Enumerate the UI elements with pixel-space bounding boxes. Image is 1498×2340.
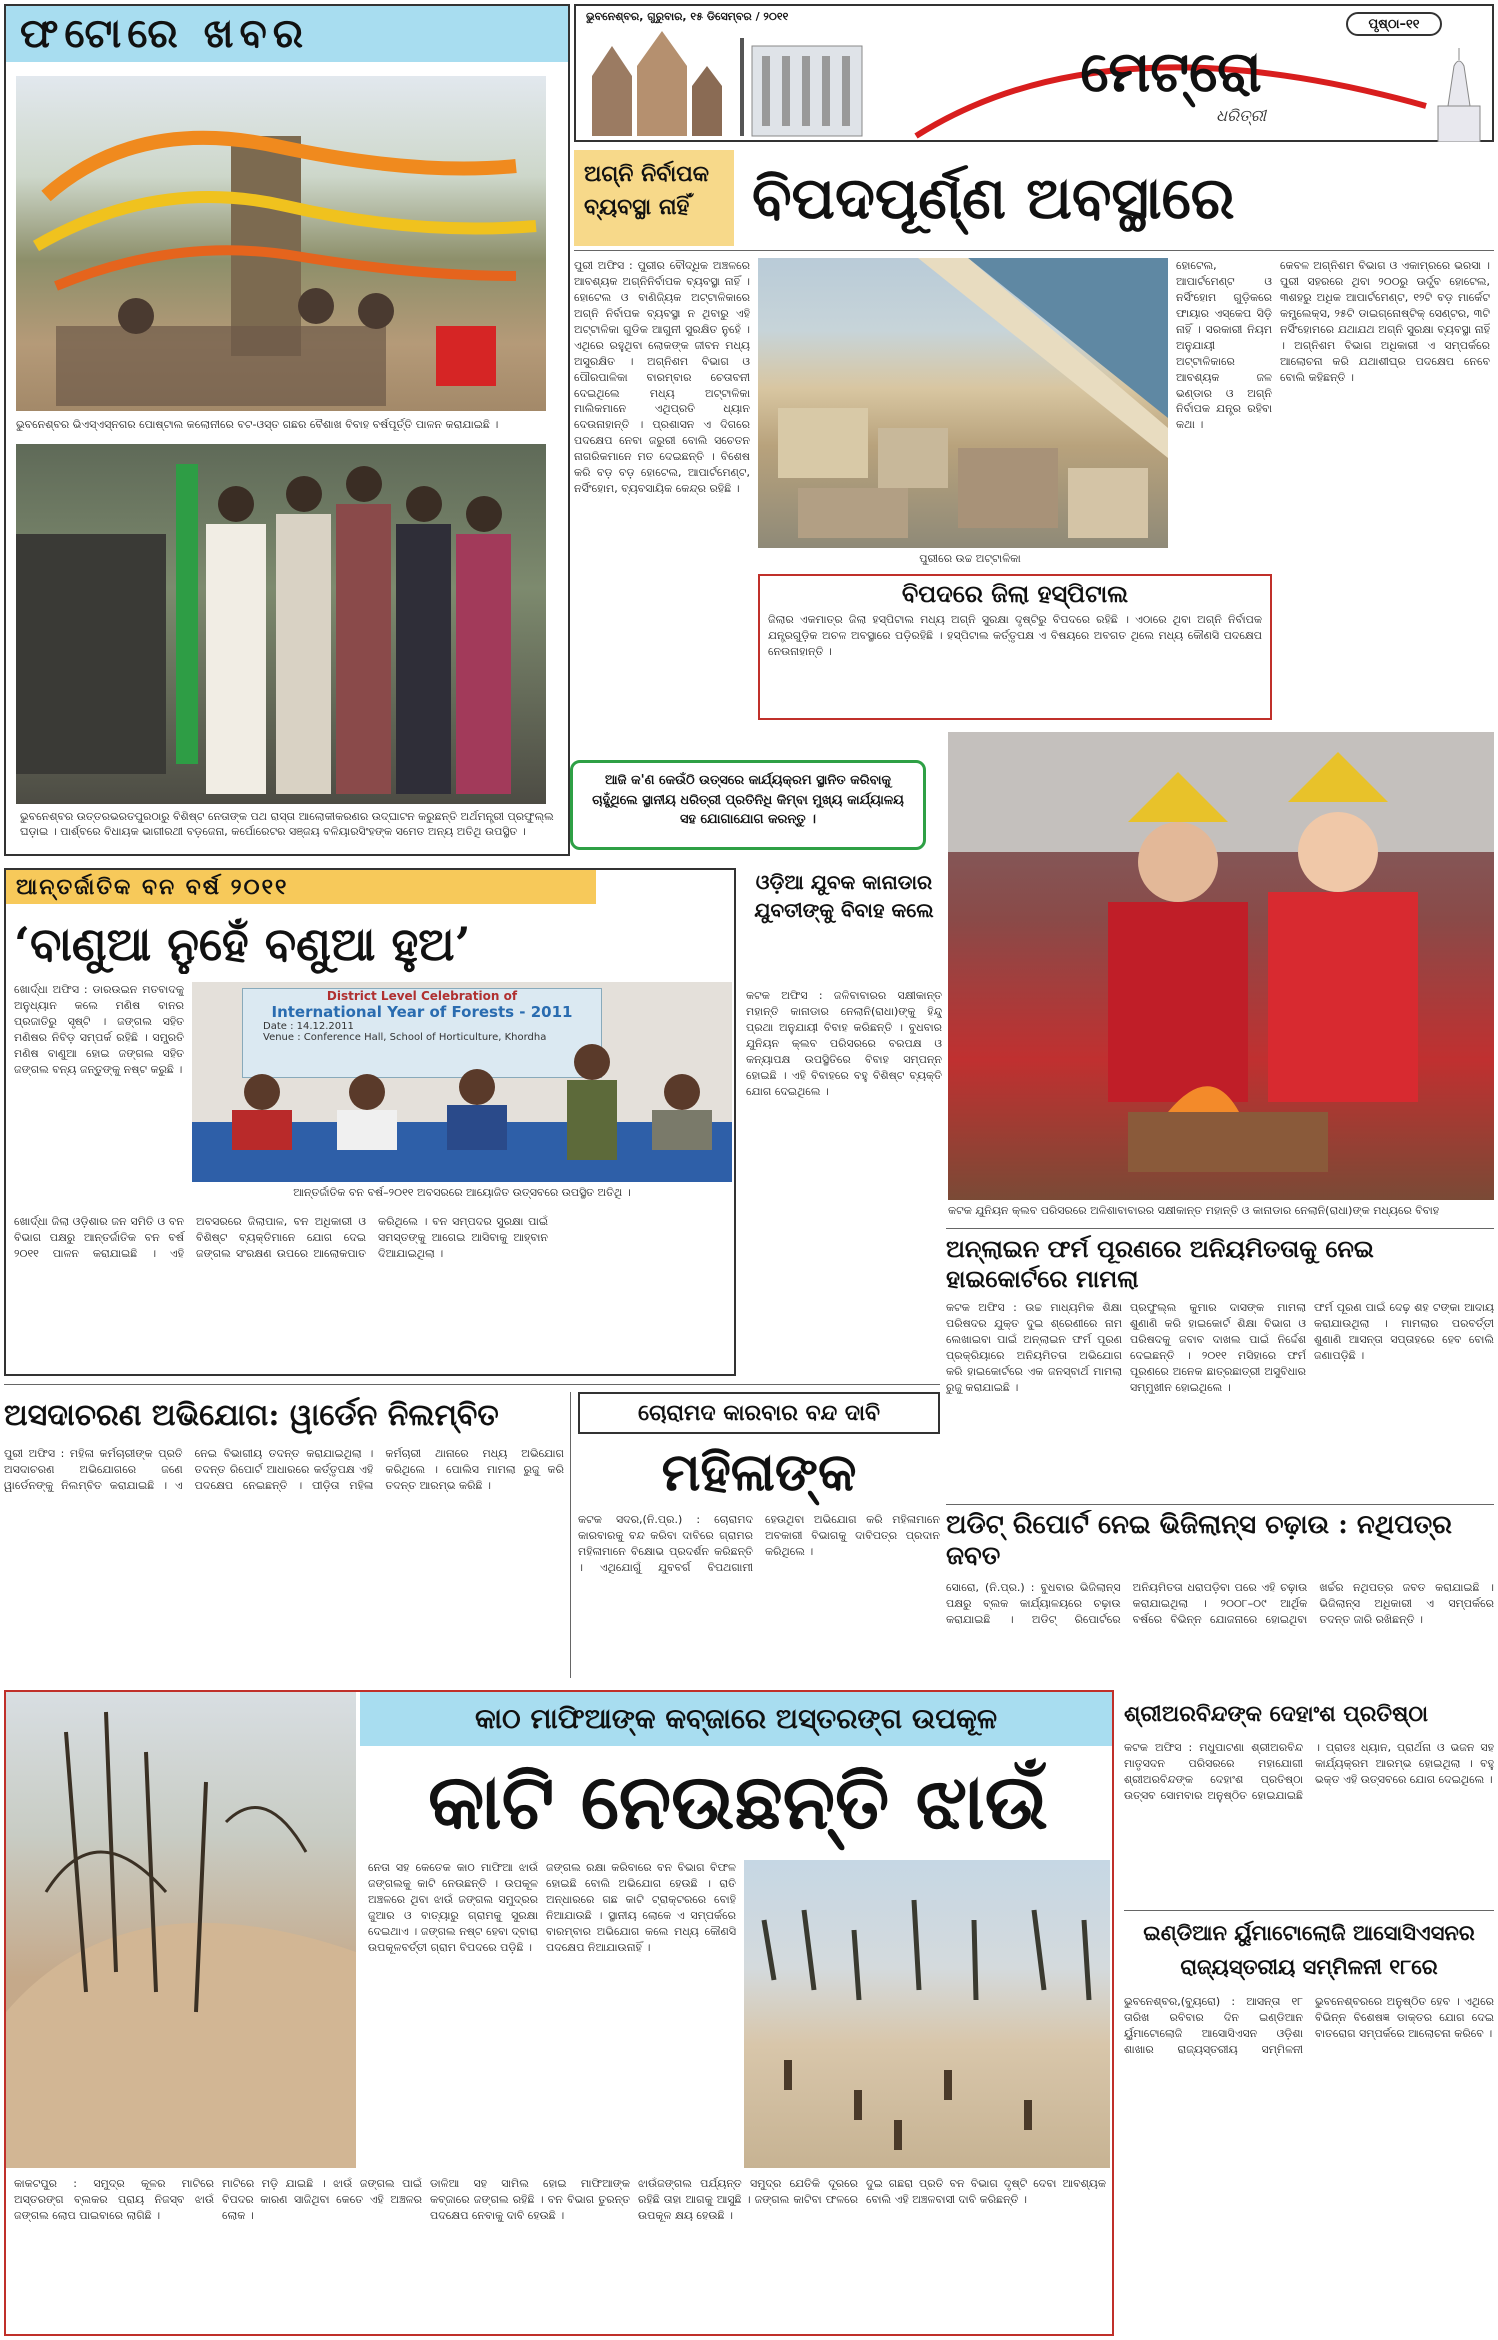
photo-inauguration — [16, 444, 546, 804]
forest-cut-bottom-5: ଦୁଇ ଗଛରା ପ୍ରତି ବନ ବିଭାଗ ଦୃଷ୍ଟି ଦେବା ଆବଶ୍ୟକ ବୋଲି ଏହି ଅଞ୍ଚଳବାସୀ ଦାବି କରିଛନ୍ତି । — [866, 2177, 1106, 2206]
masthead-subtitle: ଧରିତ୍ରୀ — [1216, 106, 1266, 125]
women-kicker-box — [578, 1392, 940, 1434]
photo-caption-1: ଭୁବନେଶ୍ବର ଭିଏସ୍‌ଏସ୍‌ନଗର ପୋଷ୍ଟାଲ କଲୋନୀରେ ବଟ-ଓସ୍ତ ଗଛର ବୈଶାଖ ବିବାହ ବର୍ଷପୂର୍ତ୍ତି ପାଳନ କରାଯାଇଛି । — [16, 418, 499, 431]
wedding-photo-caption: କଟକ ଯୁନିୟନ କ୍ଲବ ପରିସରରେ ଅଳିଶାବାବାରର ସକ୍ଷୀକାନ୍ତ ମହାନ୍ତି ଓ କାନାଡାର ନେଲାନି(ରାଧା)ଙ୍କ ମଧ୍ୟରେ ବିବାହ — [948, 1204, 1440, 1217]
banner-line-2: International Year of Forests - 2011 — [271, 1003, 573, 1021]
forest-cut-photo-dune — [6, 1692, 356, 2168]
forest-cut-bottom-4: ଝାଉଁଜଙ୍ଗଲ ପର୍ଯ୍ୟନ୍ତ ସମୁଦ୍ର ଯେତିକି ଦୂରରେ ରହିଛି ତାହା ଆଗକୁ ଆସୁଛି । ଜଙ୍ଗଲ କାଟିବା ଫଳରେ ଉପକୂଳ କ୍ଷୟ ହେଉଛି । — [638, 2177, 858, 2222]
online-col3: ଫର୍ମ ପୂରଣ ପାଇଁ ଦେଢ଼ ଶହ ଟଙ୍କା ଆଦାୟ କରାଯାଉଥିଲା । ମାମଲାର ପରବର୍ତ୍ତୀ ଶୁଣାଣି ଆସନ୍ତା ସପ୍ତାହରେ ହେବ ବୋଲି ଜଣାପଡ଼ିଛି । — [1314, 1301, 1494, 1362]
forest-headline: ‘ବାଣୁଆ ନୁହେଁ ବଣୁଆ ହୁଅ’ — [14, 917, 471, 971]
forest-event-photo — [192, 982, 732, 1182]
masthead-temple-icon — [1426, 46, 1492, 142]
forest-cut-headline: କାଟି ନେଉଛନ୍ତି ଝାଉଁ — [428, 1757, 1048, 1846]
lead-col2: ହୋଟେଲ, ଆପାର୍ଟମେଣ୍ଟ ଓ ନର୍ସିଂହୋମ ଗୁଡ଼ିକରେ ଫାୟାର ଏସ୍କେପ ସିଡ଼ି ନାହିଁ । ସରକାରୀ ନିୟମ ଅନୁଯାୟୀ ଅଟ୍ଟାଳିକାରେ ଆବଶ୍ୟକ ଜଳ ଭଣ୍ଡାର ଓ ଅଗ୍ନି ନିର୍ବାପକ ଯନ୍ତ୍ର ରହିବା କଥା । — [1176, 259, 1272, 432]
notice-box — [570, 760, 926, 850]
banner-line-4: Venue : Conference Hall, School of Horticulture, Khordha — [263, 1032, 547, 1043]
lead-photo-caption: ପୁରୀରେ ଉଚ୍ଚ ଅଟ୍ଟାଳିକା — [919, 552, 1021, 565]
forest-cut-col1: ନେତା ସହ କେତେକ କାଠ ମାଫିଆ ଝାଉଁ ଜଙ୍ଗଲକୁ କାଟି ନେଉଛନ୍ତି । ଉପକୂଳ ଅଞ୍ଚଳରେ ଥିବା ଝାଉଁ ଜଙ୍ଗଲ ସମୁଦ୍ରର ଜୁଆର ଓ ବାତ୍ୟାରୁ ଗ୍ରାମକୁ ସୁରକ୍ଷା ଦେଇଥାଏ । ଜଙ୍ଗଲ ନଷ୍ଟ ହେବା ଦ୍ବାରା ଉପକୂଳବର୍ତ୍ତୀ ଗ୍ରାମ ବିପଦରେ ପଡ଼ିଛି । — [368, 1861, 538, 1954]
women-kicker: ଚୋରାମଦ କାରବାର ବନ୍ଦ ଦାବି — [637, 1400, 880, 1426]
notice-text: ଆଜି କ'ଣ କେଉଁଠି ଉତ୍ସରେ କାର୍ଯ୍ୟକ୍ରମ ସ୍ଥାନିତ କରିବାକୁ ଚାହୁଁଥିଲେ ସ୍ଥାନୀୟ ଧରିତ୍ରୀ ପ୍ରତିନିଧି କିମ୍ବା ମୁଖ୍ୟ କାର୍ଯ୍ୟାଳୟ ସହ ଯୋଗାଯୋଗ କରନ୍ତୁ । — [592, 773, 904, 827]
audit-body: ସୋରୋ, (ନି.ପ୍ର.) : ବୁଧବାର ଭିଜିଲାନ୍ସ ପକ୍ଷରୁ ବ୍ଲକ କାର୍ଯ୍ୟାଳୟରେ ଚଢ଼ାଉ କରାଯାଇଛି । ଅଡିଟ୍ ରିପୋର୍ଟରେ ଅନିୟମିତତା ଧରାପଡ଼ିବା ପରେ ଏହି ଚଢ଼ାଉ କରାଯାଇଥିଲା । ୨୦୦୮–୦୯ ଆର୍ଥିକ ବର୍ଷରେ ବିଭିନ୍ନ ଯୋଜନାରେ ହୋଇଥିବା ଖର୍ଚ୍ଚର ନଥିପତ୍ର ଜବତ କରାଯାଇଛି । ଭିଜିଲାନ୍ସ ଅଧିକାରୀ ଏ ସମ୍ପର୍କରେ ତଦନ୍ତ ଜାରି ରଖିଛନ୍ତି । — [946, 1581, 1494, 1626]
online-headline: ଅନ୍‌ଲାଇନ ଫର୍ମ ପୂରଣରେ ଅନିୟମିତତାକୁ ନେଇ ହାଇକୋର୍ଟରେ ମାମଲା — [946, 1234, 1374, 1293]
forest-cut-photo-stumps — [744, 1860, 1110, 2168]
hospital-inset-text: ଜିଲାର ଏକମାତ୍ର ଜିଲା ହସ୍ପିଟାଲ ମଧ୍ୟ ଅଗ୍ନି ସୁରକ୍ଷା ଦୃଷ୍ଟିରୁ ବିପଦରେ ରହିଛି । ଏଠାରେ ଥିବା ଅଗ୍ନି ନିର୍ବାପକ ଯନ୍ତ୍ରଗୁଡ଼ିକ ଅଚଳ ଅବସ୍ଥାରେ ପଡ଼ିରହିଛି । ହସ୍ପିଟାଲ କର୍ତ୍ତୃପକ୍ଷ ଏ ବିଷୟରେ ଅବଗତ ଥିଲେ ମଧ୍ୟ କୌଣସି ପଦକ୍ଷେପ ନେଉନାହାନ୍ତି । — [768, 613, 1262, 658]
forest-lead: ଖୋର୍ଦ୍ଧା ଅଫିସ : ଡାରଉଇନ ମତବାଦକୁ ଅନୁଧ୍ୟାନ କଲେ ମଣିଷ ବାନର ପ୍ରଜାତିରୁ ସୃଷ୍ଟି । ଜଙ୍ଗଲ ସହିତ ମଣିଷର ନିବିଡ଼ ସମ୍ପର୍କ ରହିଛି । ସମ୍ପ୍ରତି ମଣିଷ ବାଣୁଆ ହୋଇ ଜଙ୍ଗଲ ସହିତ ଜଙ୍ଗଲ ବନ୍ୟ ଜନ୍ତୁଙ୍କୁ ନଷ୍ଟ କରୁଛି । — [14, 983, 184, 1076]
warden-body: ପୁରୀ ଅଫିସ : ମହିଳା କର୍ମଚାରୀଙ୍କ ପ୍ରତି ଅସଦାଚରଣ ଅଭିଯୋଗରେ ଜଣେ ୱାର୍ଡେନଙ୍କୁ ନିଲମ୍ବିତ କରାଯାଇଛି । ଏ ନେଇ ବିଭାଗୀୟ ତଦନ୍ତ କରାଯାଇଥିଲା । ତଦନ୍ତ ରିପୋର୍ଟ ଆଧାରରେ କର୍ତ୍ତୃପକ୍ଷ ଏହି ପଦକ୍ଷେପ ନେଇଛନ୍ତି । ପୀଡ଼ିତା ମହିଳା କର୍ମଚାରୀ ଥାନାରେ ମଧ୍ୟ ଅଭିଯୋଗ କରିଥିଲେ । ପୋଲିସ ମାମଲା ରୁଜୁ କରି ତଦନ୍ତ ଆରମ୍ଭ କରିଛି । — [4, 1447, 564, 1492]
aurobindo-body: କଟକ ଅଫିସ : ମଧୁପାଟଣା ଶ୍ରୀଅରବିନ୍ଦ ମାତୃସଦନ ପରିସରରେ ମହାଯୋଗୀ ଶ୍ରୀଅରବିନ୍ଦଙ୍କ ଦେହାଂଶ ପ୍ରତିଷ୍ଠା ଉତ୍ସବ ସୋମବାର ଅନୁଷ୍ଠିତ ହୋଇଯାଇଛି । ପ୍ରାତଃ ଧ୍ୟାନ, ପ୍ରାର୍ଥନା ଓ ଭଜନ ସହ କାର୍ଯ୍ୟକ୍ରମ ଆରମ୍ଭ ହୋଇଥିଲା । ବହୁ ଭକ୍ତ ଏହି ଉତ୍ସବରେ ଯୋଗ ଦେଇଥିଲେ । — [1124, 1741, 1494, 1802]
forest-cut-kicker: କାଠ ମାଫିଆଙ୍କ କବ୍‌ଜାରେ ଅସ୍ତରଙ୍ଗ ଉପକୂଳ — [474, 1702, 998, 1735]
forest-cut-story — [4, 1690, 1114, 2336]
photo-banyan-ceremony — [16, 76, 546, 411]
forest-cut-kicker-box — [360, 1692, 1112, 1746]
forest-cut-col2: ଜଙ୍ଗଲ ରକ୍ଷା କରିବାରେ ବନ ବିଭାଗ ବିଫଳ ହୋଇଛି ବୋଲି ଅଭିଯୋଗ ହେଉଛି । ରାତି ଅନ୍ଧାରରେ ଗଛ କାଟି ଟ୍ରାକ୍ଟରରେ ବୋହି ନିଆଯାଉଛି । ସ୍ଥାନୀୟ ଲୋକେ ଏ ସମ୍ପର୍କରେ ବାରମ୍ବାର ଅଭିଯୋଗ କଲେ ମଧ୍ୟ କୌଣସି ପଦକ୍ଷେପ ନିଆଯାଉନାହିଁ । — [546, 1861, 736, 1954]
rheumatology-body: ଭୁବନେଶ୍ବର,(ବ୍ୟୁରୋ) : ଆସନ୍ତା ୧୮ ତାରିଖ ରବିବାର ଦିନ ଇଣ୍ଡିଆନ ର୍ୟୁମାଟୋଲୋଜି ଆସୋସିଏସନ ଓଡ଼ିଶା ଶାଖାର ରାଜ୍ୟସ୍ତରୀୟ ସମ୍ମିଳନୀ ଭୁବନେଶ୍ବରରେ ଅନୁଷ୍ଠିତ ହେବ । ଏଥିରେ ବିଭିନ୍ନ ବିଶେଷଜ୍ଞ ଡାକ୍ତର ଯୋଗ ଦେଇ ବାତରୋଗ ସମ୍ପର୍କରେ ଆଲୋଚନା କରିବେ । — [1124, 1995, 1494, 2056]
forest-story — [4, 868, 736, 1376]
lead-kicker: ଅଗ୍ନି ନିର୍ବାପକ ବ୍ୟବସ୍ଥା ନାହିଁ — [584, 161, 709, 220]
forest-photo-caption: ଆନ୍ତର୍ଜାତିକ ବନ ବର୍ଷ–୨୦୧୧ ଅବସରରେ ଆୟୋଜିତ ଉତ୍ସବରେ ଉପସ୍ଥିତ ଅତିଥି । — [293, 1186, 631, 1199]
lead-kicker-box — [574, 150, 734, 246]
aurobindo-headline: ଶ୍ରୀଅରବିନ୍ଦଙ୍କ ଦେହାଂଶ ପ୍ରତିଷ୍ଠା — [1124, 1701, 1429, 1727]
forest-kicker-box — [6, 870, 596, 904]
wedding-photo — [948, 732, 1494, 1200]
masthead-title: ମେଟ୍ରୋ — [1080, 42, 1262, 105]
hospital-inset — [758, 574, 1272, 720]
photo-caption-2: ଭୁବନେଶ୍ବର ଉତ୍ତରଭରତପୁରଠାରୁ ବିଶିଷ୍ଟ ନେତାଙ୍କ ପଥ ରାସ୍ତା ଆଲୋକୀକରଣର ଉଦ୍‌ଘାଟନ କରୁଛନ୍ତି ଅର୍ଥମନ୍ତ୍ରୀ ପ୍ରଫୁଲ୍ଲ ଘଡ଼ାଇ । ପାର୍ଶ୍ବରେ ବିଧାୟକ ଭାଗୀରଥୀ ବଡ଼ଜେନା, କର୍ପୋରେଟର ସଞ୍ଜୟ ବଳିୟାରସିଂହଙ୍କ ସମେତ ଅନ୍ୟ ଅତିଥି ଉପସ୍ଥିତ । — [20, 810, 554, 838]
banner-line-1: District Level Celebration of — [326, 989, 518, 1003]
page-label: ପୃଷ୍ଠା–୧୧ — [1346, 12, 1442, 36]
masthead — [574, 4, 1494, 142]
photo-news-section — [4, 4, 570, 856]
women-body: କଟକ ସଦର,(ନି.ପ୍ର.) : ଚୋରାମଦ କାରବାରକୁ ବନ୍ଦ କରିବା ଦାବିରେ ଗ୍ରାମର ମହିଳାମାନେ ବିକ୍ଷୋଭ ପ୍ରଦର୍ଶନ କରିଛନ୍ତି । ଏଥିଯୋଗୁଁ ଯୁବବର୍ଗ ବିପଥଗାମୀ ହେଉଥିବା ଅଭିଯୋଗ କରି ମହିଳାମାନେ ଅବକାରୀ ବିଭାଗକୁ ଦାବିପତ୍ର ପ୍ରଦାନ କରିଥିଲେ । — [578, 1513, 940, 1574]
rheumatology-headline: ଇଣ୍ଡିଆନ ର୍ୟୁମାଟୋଲୋଜି ଆସୋସିଏସନର ରାଜ୍ୟସ୍ତରୀୟ ସମ୍ମିଳନୀ ୧୮ରେ — [1143, 1920, 1475, 1979]
wedding-headline: ଓଡ଼ିଆ ଯୁବକ କାନାଡାର ଯୁବତୀଙ୍କୁ ବିବାହ କଲେ — [754, 870, 934, 922]
dateline: ଭୁବନେଶ୍ବର, ଗୁରୁବାର, ୧୫ ଡିସେମ୍ବର / ୨୦୧୧ — [586, 10, 789, 23]
lead-col3: କେବଳ ଅଗ୍ନିଶମ ବିଭାଗ ଓ ଏକାମ୍ରରେ ଭରସା । ପୁରୀ ସହରରେ ଥିବା ୨୦୦ରୁ ଊର୍ଦ୍ଧ୍ବ ହୋଟେଲ, ୩ଶହରୁ ଅଧିକ ଆପାର୍ଟମେଣ୍ଟ, ୧୨ଟି ବଡ଼ ମାର୍କେଟ କମ୍ପ୍ଲେକ୍ସ, ୨୫ଟି ଡାଇଗ୍ନୋଷ୍ଟିକ୍ ସେଣ୍ଟର, ୩ଟି ନର୍ସିଂହୋମରେ ଯଥାଯଥ ଅଗ୍ନି ସୁରକ୍ଷା ବ୍ୟବସ୍ଥା ନାହିଁ । ଅଗ୍ନିଶମ ବିଭାଗ ଅଧିକାରୀ ଏ ସମ୍ପର୍କରେ ଆଲୋଚନା କରି ଯଥାଶୀଘ୍ର ପଦକ୍ଷେପ ନେବେ ବୋଲି କହିଛନ୍ତି । — [1280, 259, 1490, 384]
photo-news-banner-text: ଫଟୋରେ ଖବର — [20, 10, 310, 57]
women-headline: ମହିଳାଙ୍କ — [661, 1442, 857, 1503]
forest-cut-bottom-2: ମାଟିରେ ମଡ଼ି ଯାଇଛି । ଝାଉଁ ଜଙ୍ଗଲ ପାଇଁ ବିପଦର କାରଣ ସାଜିଥିବା କେତେ ଏହି ଅଞ୍ଚଳର ଲୋକ । — [222, 2177, 422, 2222]
online-col1: କଟକ ଅଫିସ : ଉଚ୍ଚ ମାଧ୍ୟମିକ ଶିକ୍ଷା ପରିଷଦର ଯୁକ୍ତ ଦୁଇ ଶ୍ରେଣୀରେ ନାମ ଲେଖାଇବା ପାଇଁ ଅନ୍‌ଲାଇନ ଫର୍ମ ପୂରଣ ପ୍ରକ୍ରିୟାରେ ଅନିୟମିତତା ଅଭିଯୋଗ କରି ହାଇକୋର୍ଟରେ ଏକ ଜନସ୍ବାର୍ଥ ମାମଲା ରୁଜୁ କରାଯାଇଛି । — [946, 1301, 1122, 1394]
masthead-skyline — [582, 26, 912, 138]
forest-cut-bottom-1: କାକଟପୁର : ସମୁଦ୍ର କୂଳର ମାଟିରେ ଅସ୍ତରଙ୍ଗ ବ୍ଲକର ପ୍ରାୟ ନିଜସ୍ବ ଝାଉଁ ଜଙ୍ଗଲ ଲୋପ ପାଇବାରେ ଲାଗିଛି । — [14, 2177, 214, 2222]
audit-headline: ଅଡିଟ୍ ରିପୋର୍ଟ ନେଇ ଭିଜିଲାନ୍ସ ଚଢ଼ାଉ : ନଥିପତ୍ର ଜବତ — [946, 1510, 1452, 1572]
wedding-body: କଟକ ଅଫିସ : ଜଳିବାବାରର ସକ୍ଷୀକାନ୍ତ ମହାନ୍ତି କାନାଡାର ନେଲାନି(ରାଧା)ଙ୍କୁ ହିନ୍ଦୁ ପ୍ରଥା ଅନୁଯାୟୀ ବିବାହ କରିଛନ୍ତି । ବୁଧବାର ଯୁନିୟନ କ୍ଲବ ପରିସରରେ ବରପକ୍ଷ ଓ କନ୍ୟାପକ୍ଷ ଉପସ୍ଥିତିରେ ବିବାହ ସମ୍ପନ୍ନ ହୋଇଛି । ଏହି ବିବାହରେ ବହୁ ବିଶିଷ୍ଟ ବ୍ୟକ୍ତି ଯୋଗ ଦେଇଥିଲେ । — [746, 989, 942, 1098]
forest-cut-bottom-3: ଡାଳିଆ ସହ ସାମିଲ ହୋଇ ମାଫିଆଙ୍କ କବ୍‌ଜାରେ ଜଙ୍ଗଲ ରହିଛି । ବନ ବିଭାଗ ତୁରନ୍ତ ପଦକ୍ଷେପ ନେବାକୁ ଦାବି ହେଉଛି । — [430, 2177, 630, 2222]
warden-headline: ଅସଦାଚରଣ ଅଭିଯୋଗ: ୱାର୍ଡେନ ନିଲମ୍ବିତ — [4, 1398, 499, 1433]
lead-col1: ପୁରୀ ଅଫିସ : ପୁରୀର ବୌଦ୍ଧିକ ଅଞ୍ଚଳରେ ଆବଶ୍ୟକ ଅଗ୍ନିନିର୍ବାପକ ବ୍ୟବସ୍ଥା ନାହିଁ । ହୋଟେଲ ଓ ବାଣିଜ୍ୟିକ ଅଟ୍ଟାଳିକାରେ ଅଗ୍ନି ନିର୍ବାପକ ବ୍ୟବସ୍ଥା ନ ଥିବାରୁ ଏହି ଅଟ୍ଟାଳିକା ଗୁଡିକ ଆଗୁନୀ ସୁରକ୍ଷିତ ନୁହେଁ । ଏଥିରେ ରହୁଥିବା ଲୋକଙ୍କ ଜୀବନ ମଧ୍ୟ ଅସୁରକ୍ଷିତ । ଅଗ୍ନିଶମ ବିଭାଗ ଓ ପୌରପାଳିକା ବାରମ୍ବାର ଚେତାବନୀ ଦେଇଥିଲେ ମଧ୍ୟ ଅଟ୍ଟାଳିକା ମାଲିକମାନେ ଏଥିପ୍ରତି ଧ୍ୟାନ ଦେଉନାହାନ୍ତି । ପ୍ରଶାସନ ଏ ଦିଗରେ ପଦକ୍ଷେପ ନେବା ଜରୁରୀ ବୋଲି ସଚେତନ ନାଗରିକମାନେ ମତ ଦେଇଛନ୍ତି । ବିଶେଷ କରି ବଡ଼ ବଡ଼ ହୋଟେଲ, ଆପାର୍ଟମେଣ୍ଟ, ନର୍ସିଂହୋମ, ବ୍ୟବସାୟିକ କେନ୍ଦ୍ର ରହିଛି । — [574, 259, 750, 496]
photo-news-banner — [6, 6, 568, 62]
banner-line-3: Date : 14.12.2011 — [263, 1021, 354, 1032]
lead-headline: ବିପଦପୂର୍ଣ୍ଣ ଅବସ୍ଥାରେ — [752, 164, 1235, 232]
online-col2: ପ୍ରଫୁଲ୍ଲ କୁମାର ଦାସଙ୍କ ମାମଲା ଶୁଣାଣି କରି ହାଇକୋର୍ଟ ଶିକ୍ଷା ବିଭାଗ ଓ ପରିଷଦକୁ ଜବାବ ଦାଖଲ ପାଇଁ ନିର୍ଦ୍ଦେଶ ଦେଇଛନ୍ତି । ୨୦୧୧ ମସିହାରେ ଫର୍ମ ପୂରଣରେ ଅନେକ ଛାତ୍ରଛାତ୍ରୀ ଅସୁବିଧାର ସମ୍ମୁଖୀନ ହୋଇଥିଲେ । — [1130, 1301, 1306, 1394]
forest-kicker: ଆନ୍ତର୍ଜାତିକ ବନ ବର୍ଷ ୨୦୧୧ — [16, 874, 289, 900]
forest-body: ଖୋର୍ଦ୍ଧା ଜିଲା ଓଡ଼ିଶାର ଜନ ସମିତି ଓ ବନ ବିଭାଗ ପକ୍ଷରୁ ଆନ୍ତର୍ଜାତିକ ବନ ବର୍ଷ ୨୦୧୧ ପାଳନ କରାଯାଇଛି । ଏହି ଅବସରରେ ଜିଲାପାଳ, ବନ ଅଧିକାରୀ ଓ ବିଶିଷ୍ଟ ବ୍ୟକ୍ତିମାନେ ଯୋଗ ଦେଇ ଜଙ୍ଗଲ ସଂରକ୍ଷଣ ଉପରେ ଆଲୋକପାତ କରିଥିଲେ । ବନ ସମ୍ପଦର ସୁରକ୍ଷା ପାଇଁ ସମସ୍ତଙ୍କୁ ଆଗେଇ ଆସିବାକୁ ଆହ୍ବାନ ଦିଆଯାଇଥିଲା । — [14, 1215, 548, 1260]
hospital-inset-headline: ବିପଦରେ ଜିଲା ହସ୍ପିଟାଲ — [901, 579, 1129, 608]
lead-photo-puri-coast — [758, 258, 1168, 548]
